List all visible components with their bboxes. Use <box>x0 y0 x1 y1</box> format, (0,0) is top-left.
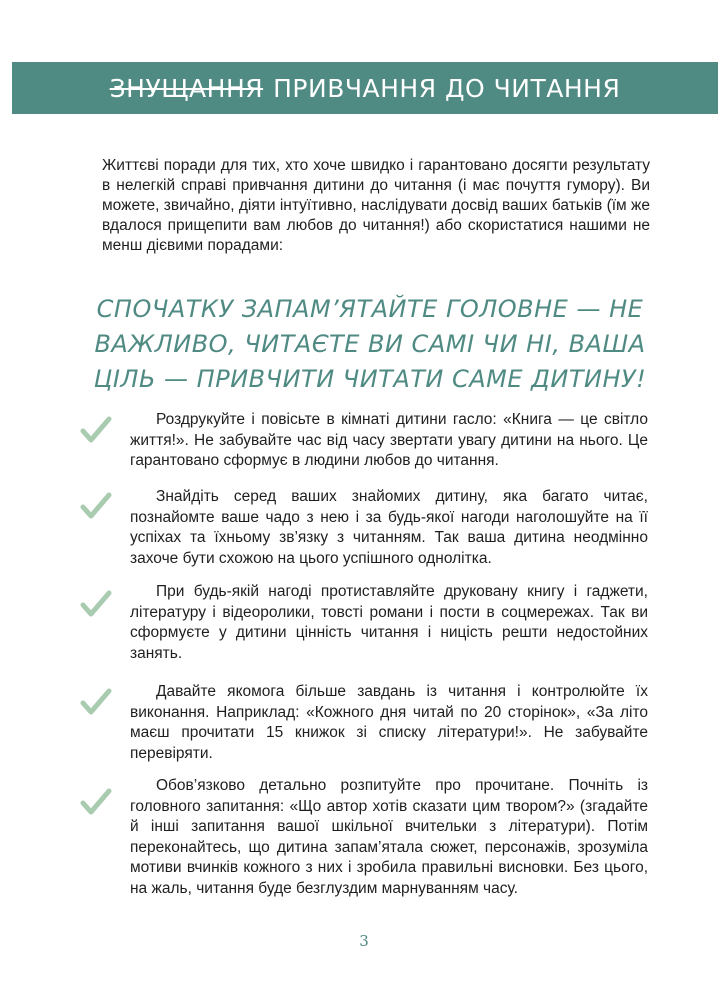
checkmark-icon <box>80 788 112 816</box>
intro-text: Життєві поради для тих, хто хоче швидко і гарантовано досягти результату в нелегкій справі привчання дитини до читання (і має почуття гумору). Ви можете, звичайно, діяти інтуїтивно, наслідувати досвід ваших батьків (їм же вдалося прищепити вам любов до читання!) або скористатися нашими не менш дієвими порадами: <box>102 157 650 254</box>
page-title: ПРИВЧАННЯ ДО ЧИТАННЯ <box>273 73 621 103</box>
struck-title-word: ЗНУЩАННЯ <box>109 73 264 103</box>
checkmark-icon <box>80 688 112 716</box>
tip-text: При будь-якій нагоді протиставляйте друковану книгу і гаджети, літературу і відеоролики, товсті романи і пости в соцмережах. Так ви сформуєте у дитини цінність читання і ницість решти недостойних занять. <box>130 583 648 662</box>
checkmark-icon <box>80 492 112 520</box>
tip-text: Знайдіть серед ваших знайомих дитину, яка багато читає, познайомте ваше чадо з нею і за будь-якої нагоди наголошуйте на її успіхах та їхньому зв’язку з читанням. Так ваша дитина неодмінно захоче бути схожою на цього успішного однолітка. <box>130 488 648 567</box>
tip-text: Давайте якомога більше завдань із читання і контролюйте їх виконання. Наприклад: «Кожного дня читай по 20 сторінок», «За літо маєш прочитати 15 книжок зі списку літератури!». Не забувайте перевіряти. <box>130 683 648 762</box>
page-number: 3 <box>359 932 369 950</box>
slogan: СПОЧАТКУ ЗАПАМ’ЯТАЙТЕ ГОЛОВНЕ — НЕ ВАЖЛИВО, ЧИТАЄТЕ ВИ САМІ ЧИ НІ, ВАША ЦІЛЬ — ПРИВЧИТИ ЧИТАТИ САМЕ ДИТИНУ! <box>93 295 647 393</box>
checkmark-icon <box>80 590 112 618</box>
checkmark-icon <box>80 416 112 444</box>
tip-text: Обов’язково детально розпитуйте про прочитане. Почніть із головного запитання: «Що автор хотів сказати цим твором?» (згадайте й інші запитання вашої шкільної вчительки з літератури). Потім переконайтесь, що дитина запам’ятала сюжет, персонажів, зрозуміла мотиви вчинків кожного з них і зробила правильні висновки. Без цього, на жаль, читання буде безглуздим марнуванням часу. <box>130 777 648 897</box>
tip-text: Роздрукуйте і повісьте в кімнаті дитини гасло: «Книга — це світло життя!». Не забувайте час від часу звертати увагу дитини на нього. Це гарантовано сформує в людини любов до читання. <box>130 411 648 469</box>
